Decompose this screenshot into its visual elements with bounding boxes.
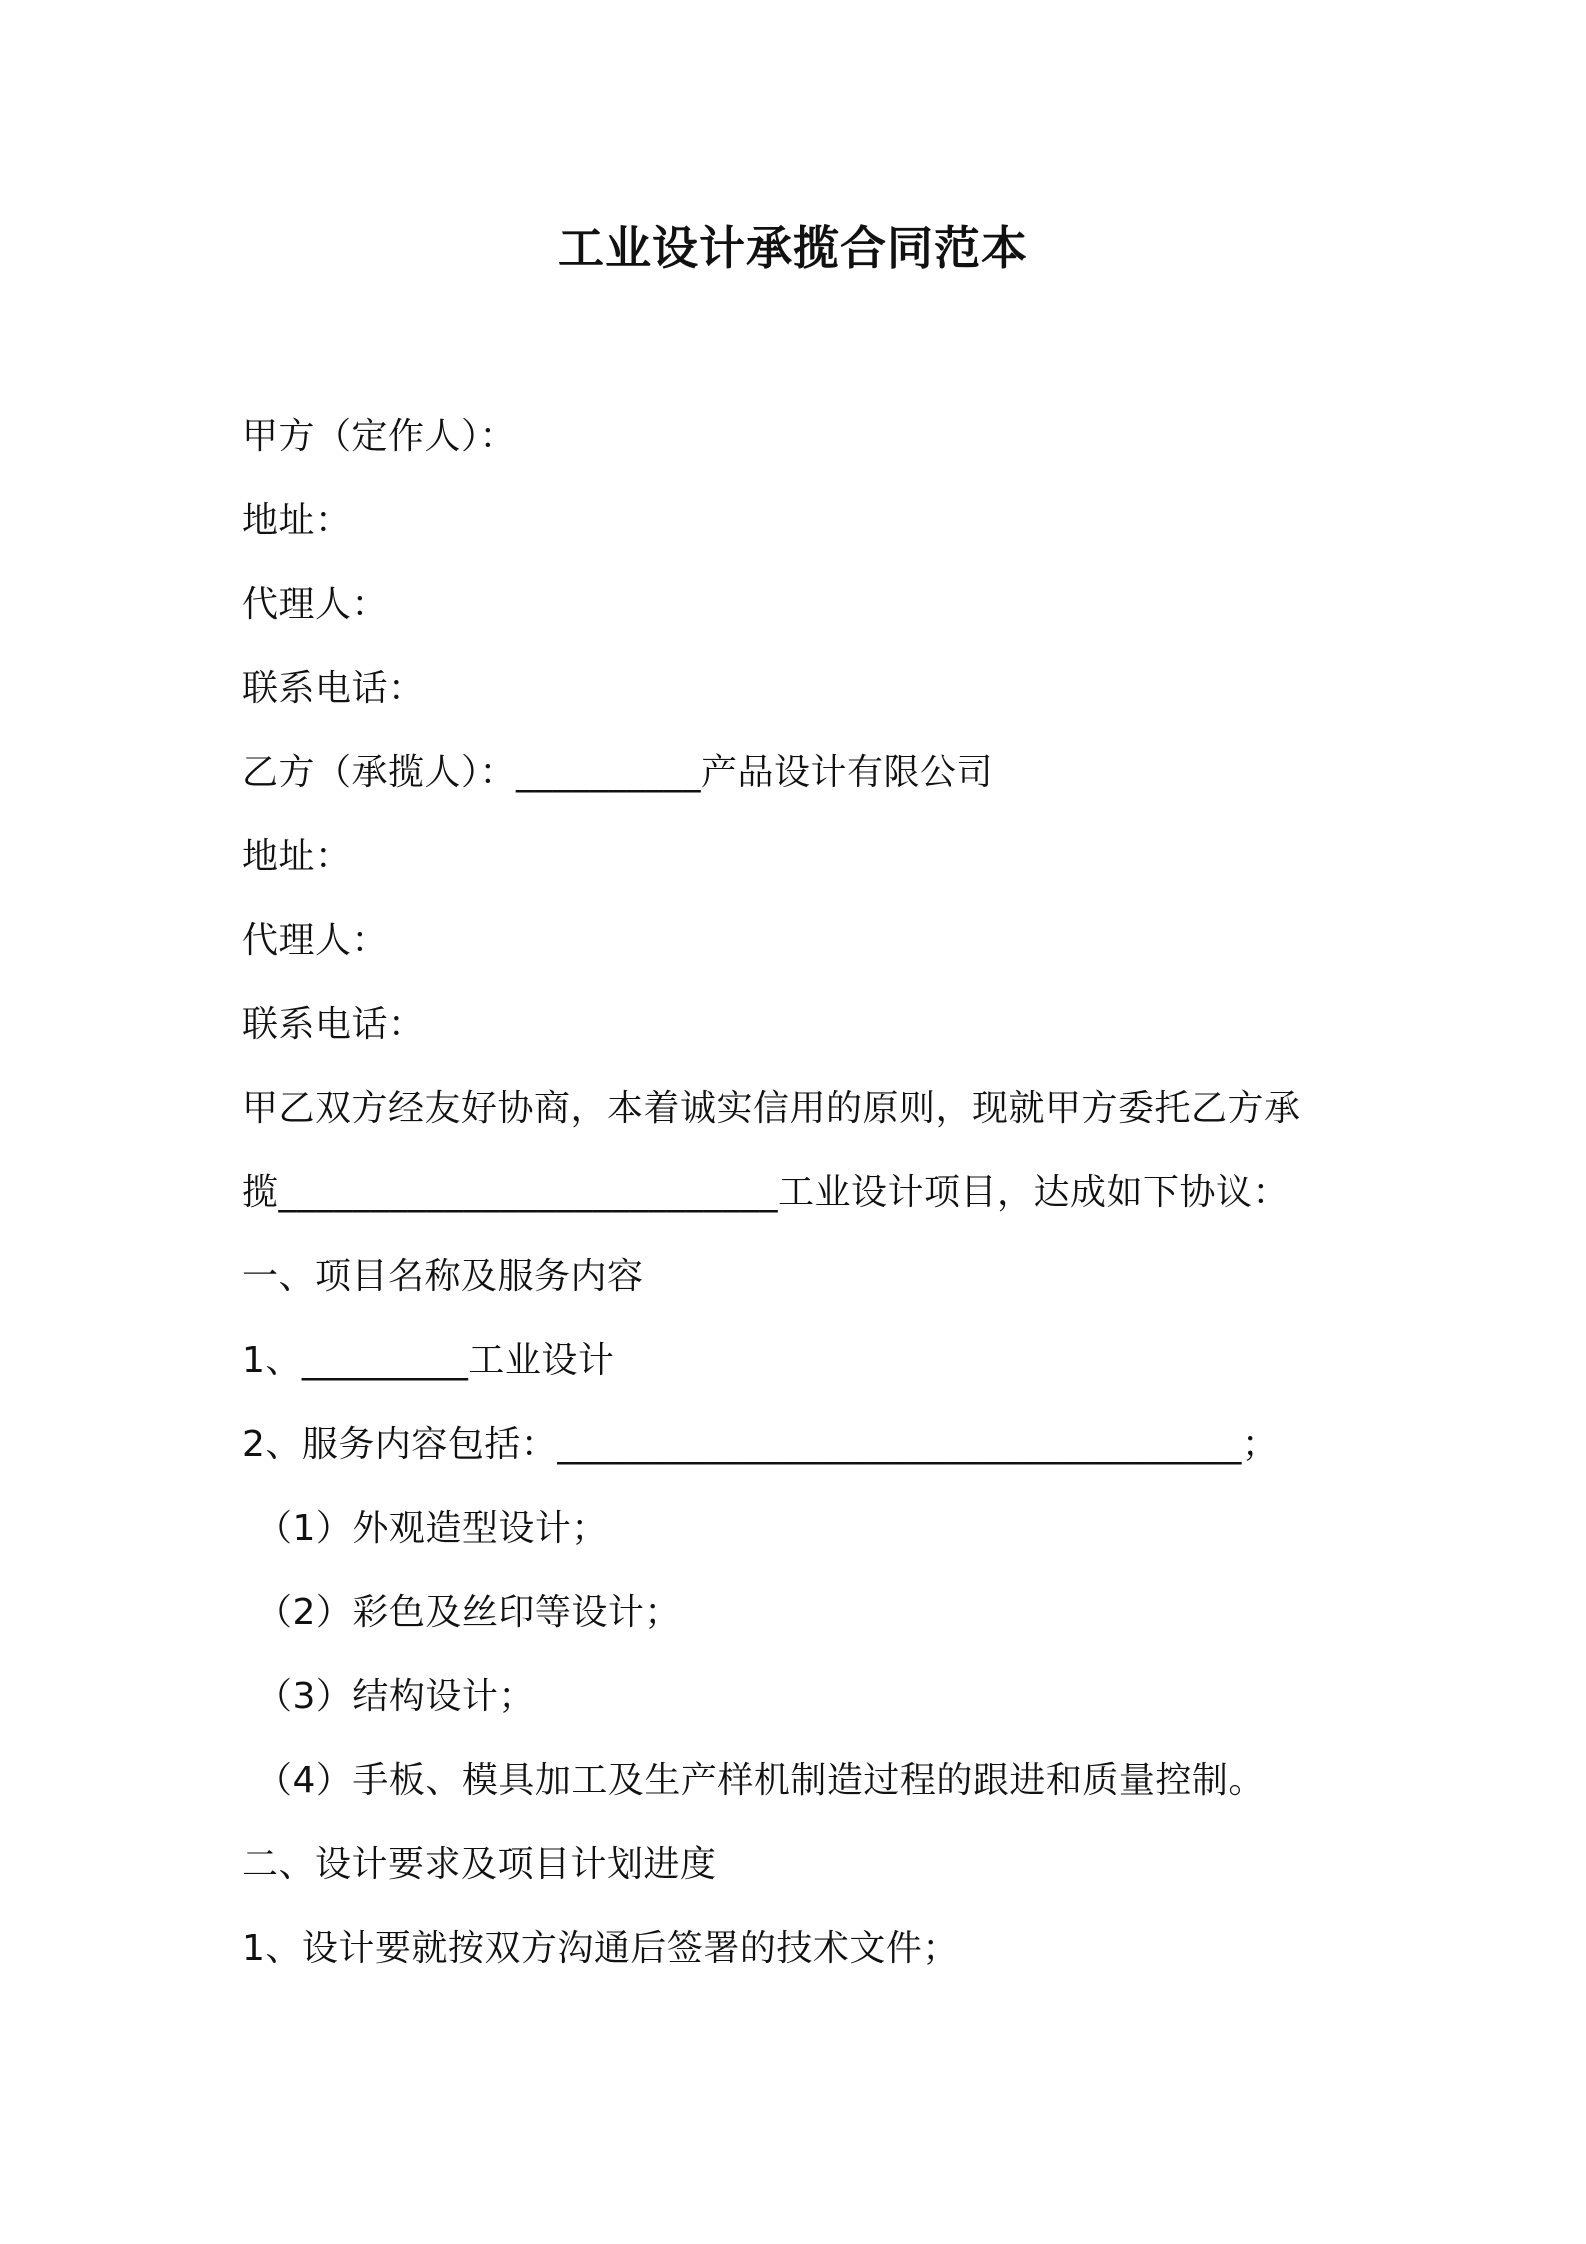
document-title: 工业设计承揽合同范本 xyxy=(558,221,1028,275)
section-1-sub-item: （1）外观造型设计； xyxy=(256,1508,608,1549)
party-b-address-label: 地址： xyxy=(242,836,352,877)
preamble-line-2: 揽___________________________工业设计项目，达成如下协议： xyxy=(242,1172,1290,1213)
section-1-item-2: 2、服务内容包括：_____________________________________； xyxy=(242,1424,1279,1465)
section-2-heading: 二、设计要求及项目计划进度 xyxy=(242,1844,717,1885)
party-b-agent-label: 代理人： xyxy=(242,920,389,961)
section-1-heading: 一、项目名称及服务内容 xyxy=(242,1256,644,1297)
section-1-sub-item: （4）手板、模具加工及生产样机制造过程的跟进和质量控制。 xyxy=(256,1760,1265,1801)
party-a-phone-label: 联系电话： xyxy=(242,668,425,709)
preamble-line-1: 甲乙双方经友好协商，本着诚实信用的原则，现就甲方委托乙方承 xyxy=(242,1088,1301,1129)
party-b-phone-label: 联系电话： xyxy=(242,1004,425,1045)
section-1-sub-item: （2）彩色及丝印等设计； xyxy=(256,1592,681,1633)
party-a-address-label: 地址： xyxy=(242,500,352,541)
party-a-agent-label: 代理人： xyxy=(242,584,389,625)
section-1-sub-item: （3）结构设计； xyxy=(256,1676,535,1717)
section-2-item-1: 1、设计要就按双方沟通后签署的技术文件； xyxy=(242,1928,959,1969)
party-a-name-label: 甲方（定作人）： xyxy=(242,416,517,457)
party-b-name-line: 乙方（承揽人）：__________产品设计有限公司 xyxy=(242,752,994,793)
section-1-item-1: 1、_________工业设计 xyxy=(242,1340,615,1381)
